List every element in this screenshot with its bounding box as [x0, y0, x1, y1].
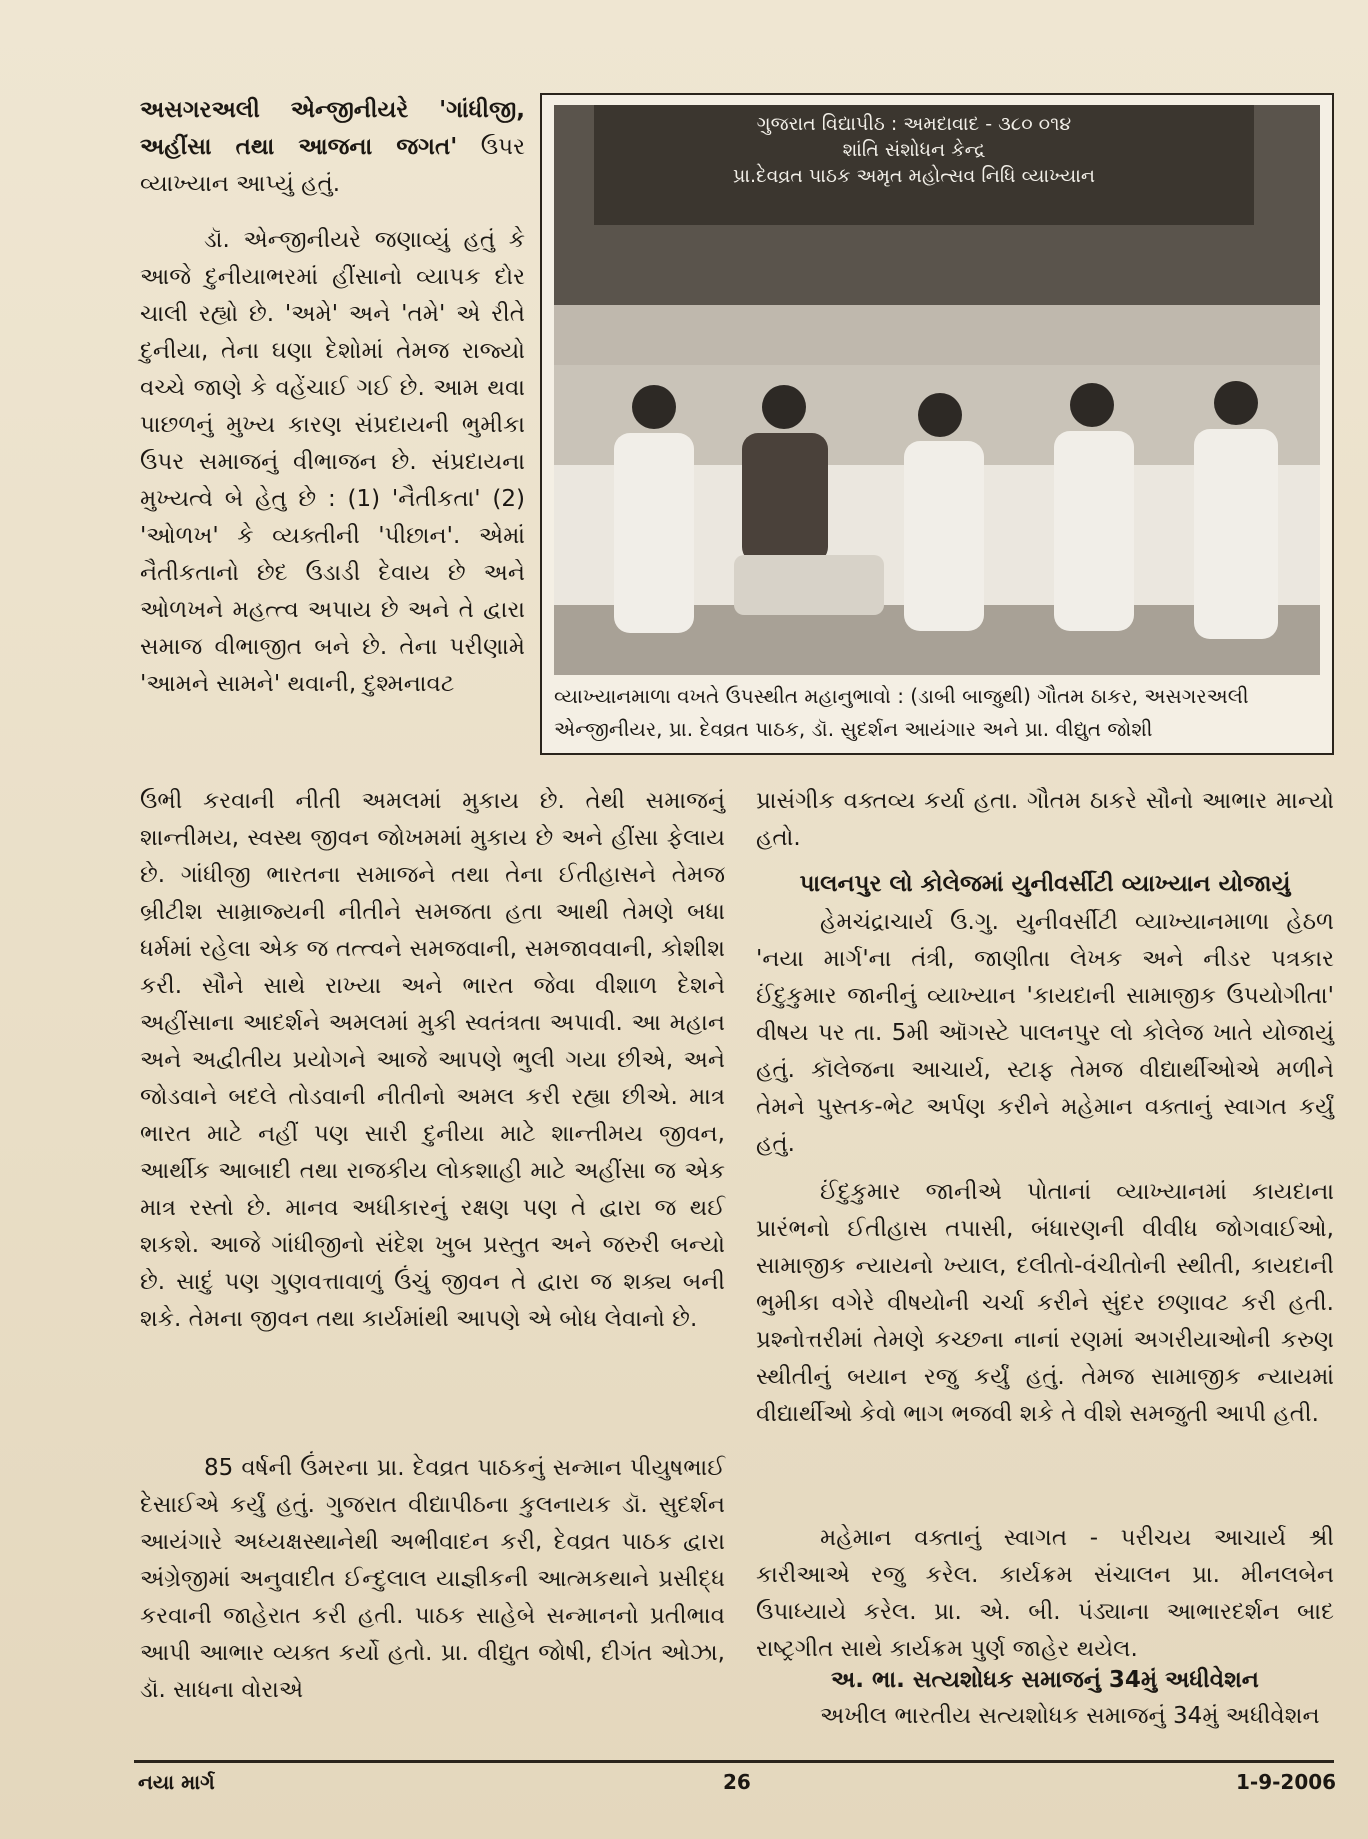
footer-rule [134, 1760, 1334, 1763]
photo-box [540, 93, 1334, 755]
section3-para1: અખીલ ભારતીય સત્યશોધક સમાજનું 34મું અધીવેશન [820, 1703, 1320, 1729]
article-intro [140, 92, 525, 203]
photo-caption: વ્યાખ્યાનમાળા વખતે ઉપસ્થીત મહાનુભાવો : (ડાબી બાજુથી) ગૌતમ ઠાકર, અસગરઅલી એન્જીનીયર, પ્રા. દેવવ્રત પાઠક, ડૉ. સુદર્શન આયંગાર અને પ્રા. વીદ્યુત જોશી [554, 684, 1249, 741]
banner-line3: પ્રા.દેવવ્રત પાઠક અમૃત મહોત્સવ નિધિ વ્યાખ્યાન [732, 165, 1096, 187]
section2-para3: મહેમાન વક્તાનું સ્વાગત - પરીચય આચાર્ય શ્રી કારીઆએ રજુ કરેલ. કાર્યક્રમ સંચાલન પ્રા. મીનલબેન ઉપાધ્યાયે કરેલ. પ્રા. એ. બી. પંડ્યાના આભારદર્શન બાદ રાષ્ટ્રગીત સાથે કાર્યક્રમ પુર્ણ જાહેર થયેલ. [756, 1525, 1334, 1662]
event-photo [554, 105, 1320, 675]
section2-heading: પાલનપુર લો કોલેજમાં યુનીવર્સીટી વ્યાખ્યાન યોજાયું [799, 871, 1291, 897]
article-para1-cont: ઉભી કરવાની નીતી અમલમાં મુકાય છે. તેથી સમાજનું શાન્તીમય, સ્વસ્થ જીવન જોખમમાં મુકાય છે અને હીંસા ફેલાય છે. ગાંધીજી ભારતના સમાજને તથા તેના ઈતીહાસને તેમજ બ્રીટીશ સામ્રાજ્યની નીતીને સમજતા હતા આથી તેમણે બધા ધર્મમાં રહેલા એક જ તત્ત્વને સમજવાની, સમજાવવાની, કોશીશ કરી. સૌને સાથે રાખ્યા અને ભારત જેવા વીશાળ દેશને અહીંસાના આદર્શને અમલમાં મુકી સ્વતંત્રતા અપાવી. આ મહાન અને અદ્વીતીય પ્રયોગને આજે આપણે ભુલી ગયા છીએ, અને જોડવાને બદલે તોડવાની નીતીનો અમલ કરી રહ્યા છીએ. માત્ર ભારત માટે નહીં પણ સારી દુનીયા માટે શાન્તીમય જીવન, આર્થીક આબાદી તથા રાજકીય લોકશાહી માટે અહીંસા જ એક માત્ર રસ્તો છે. માનવ અધીકારનું રક્ષણ પણ તે દ્વારા જ થઈ શકશે. આજે ગાંધીજીનો સંદેશ ખુબ પ્રસ્તુત અને જરુરી બન્યો છે. સાદું પણ ગુણવત્તાવાળું ઉંચું જીવન તે દ્વારા જ શક્ય બની શકે. તેમના જીવન તથા કાર્યમાંથી આપણે એ બોધ લેવાનો છે. [140, 788, 725, 1332]
banner-line1: ગુજરાત વિદ્યાપીઠ : અમદાવાદ - ૩૮૦ ૦૧૪ [756, 113, 1072, 135]
article-para2-cont: પ્રાસંગીક વક્તવ્ય કર્યા હતા. ગૌતમ ઠાકરે સૌનો આભાર માન્યો હતો. [756, 788, 1334, 851]
section2-para1: હેમચંદ્રાચાર્ય ઉ.ગુ. યુનીવર્સીટી વ્યાખ્યાનમાળા હેઠળ 'નયા માર્ગ'ના તંત્રી, જાણીતા લેખક અને નીડર પત્રકાર ઈંદુકુમાર જાનીનું વ્યાખ્યાન 'કાયદાની સામાજીક ઉપયોગીતા' વીષય પર તા. 5મી ઑગસ્ટે પાલનપુર લો કોલેજ ખાતે યોજાયું હતું. કૉલેજના આચાર્ય, સ્ટાફ તેમજ વીદ્યાર્થીઓએ મળીને તેમને પુસ્તક-ભેટ અર્પણ કરીને મહેમાન વક્તાનું સ્વાગત કર્યું હતું. [756, 909, 1334, 1157]
intro-bold: અસગરઅલી એન્જીનીયરે 'ગાંધીજી, અહીંસા તથા આજના જગત' [140, 97, 525, 160]
photo-banner [614, 105, 1214, 226]
footer-date: 1-9-2006 [1236, 1770, 1337, 1794]
section2-para2: ઈંદુકુમાર જાનીએ પોતાનાં વ્યાખ્યાનમાં કાયદાના પ્રારંભનો ઈતીહાસ તપાસી, બંધારણની વીવીધ જોગવાઈઓ, સામાજીક ન્યાયનો ખ્યાલ, દલીતો-વંચીતોની સ્થીતી, કાયદાની ભુમીકા વગેરે વીષયોની ચર્ચા કરીને સુંદર છણાવટ કરી હતી. પ્રશ્નોત્તરીમાં તેમણે કચ્છના નાનાં રણમાં અગરીયાઓની કરુણ સ્થીતીનું બયાન રજુ કર્યું હતું. તેમજ સામાજીક ન્યાયમાં વીદ્યાર્થીઓ કેવો ભાગ ભજવી શકે તે વીશે સમજુતી આપી હતી. [756, 1179, 1334, 1427]
article-para2: 85 વર્ષની ઉંમરના પ્રા. દેવવ્રત પાઠકનું સન્માન પીયુષભાઈ દેસાઈએ કર્યું હતું. ગુજરાત વીદ્યાપીઠના કુલનાયક ડૉ. સુદર્શન આયંગારે અધ્યક્ષસ્થાનેથી અભીવાદન કરી, દેવવ્રત પાઠક દ્વારા અંગ્રેજીમાં અનુવાદીત ઈન્દુલાલ યાજ્ઞીકની આત્મકથાને પ્રસીદ્ધ કરવાની જાહેરાત કરી હતી. પાઠક સાહેબે સન્માનનો પ્રતીભાવ આપી આભાર વ્યક્ત કર્યો હતો. પ્રા. વીદ્યુત જોષી, દીગંત ઓઝા, ડૉ. સાધના વોરાએ [140, 1455, 725, 1703]
section3-heading: અ. ભા. સત્યશોધક સમાજનું 34મું અધીવેશન [831, 1667, 1259, 1693]
footer-page-number: 26 [723, 1770, 751, 1794]
footer-magazine: નયા માર્ગ [138, 1770, 215, 1794]
intro-rest: ઉપર વ્યાખ્યાન આપ્યું હતું. [140, 134, 525, 197]
banner-line2: શાંતિ સંશોધન કેન્દ્ર [842, 139, 986, 161]
article-para1: ડૉ. એન્જીનીયરે જણાવ્યું હતું કે આજે દુનીયાભરમાં હીંસાનો વ્યાપક દોર ચાલી રહ્યો છે. 'અમે' અને 'તમે' એ રીતે દુનીયા, તેના ઘણા દેશોમાં તેમજ રાજ્યો વચ્ચે જાણે કે વહેંચાઈ ગઈ છે. આમ થવા પાછળનું મુખ્ય કારણ સંપ્રદાયની ભુમીકા ઉપર સમાજનું વીભાજન છે. સંપ્રદાયના મુખ્યત્વે બે હેતુ છે : (1) 'નૈતીકતા' (2) 'ઓળખ' કે વ્યક્તીની 'પીછાન'. એમાં નૈતીકતાનો છેદ ઉડાડી દેવાય છે અને ઓળખને મહત્ત્વ અપાય છે અને તે દ્વારા સમાજ વીભાજીત બને છે. તેના પરીણામે 'આમને સામને' થવાની, દુશ્મનાવટ [140, 227, 525, 697]
